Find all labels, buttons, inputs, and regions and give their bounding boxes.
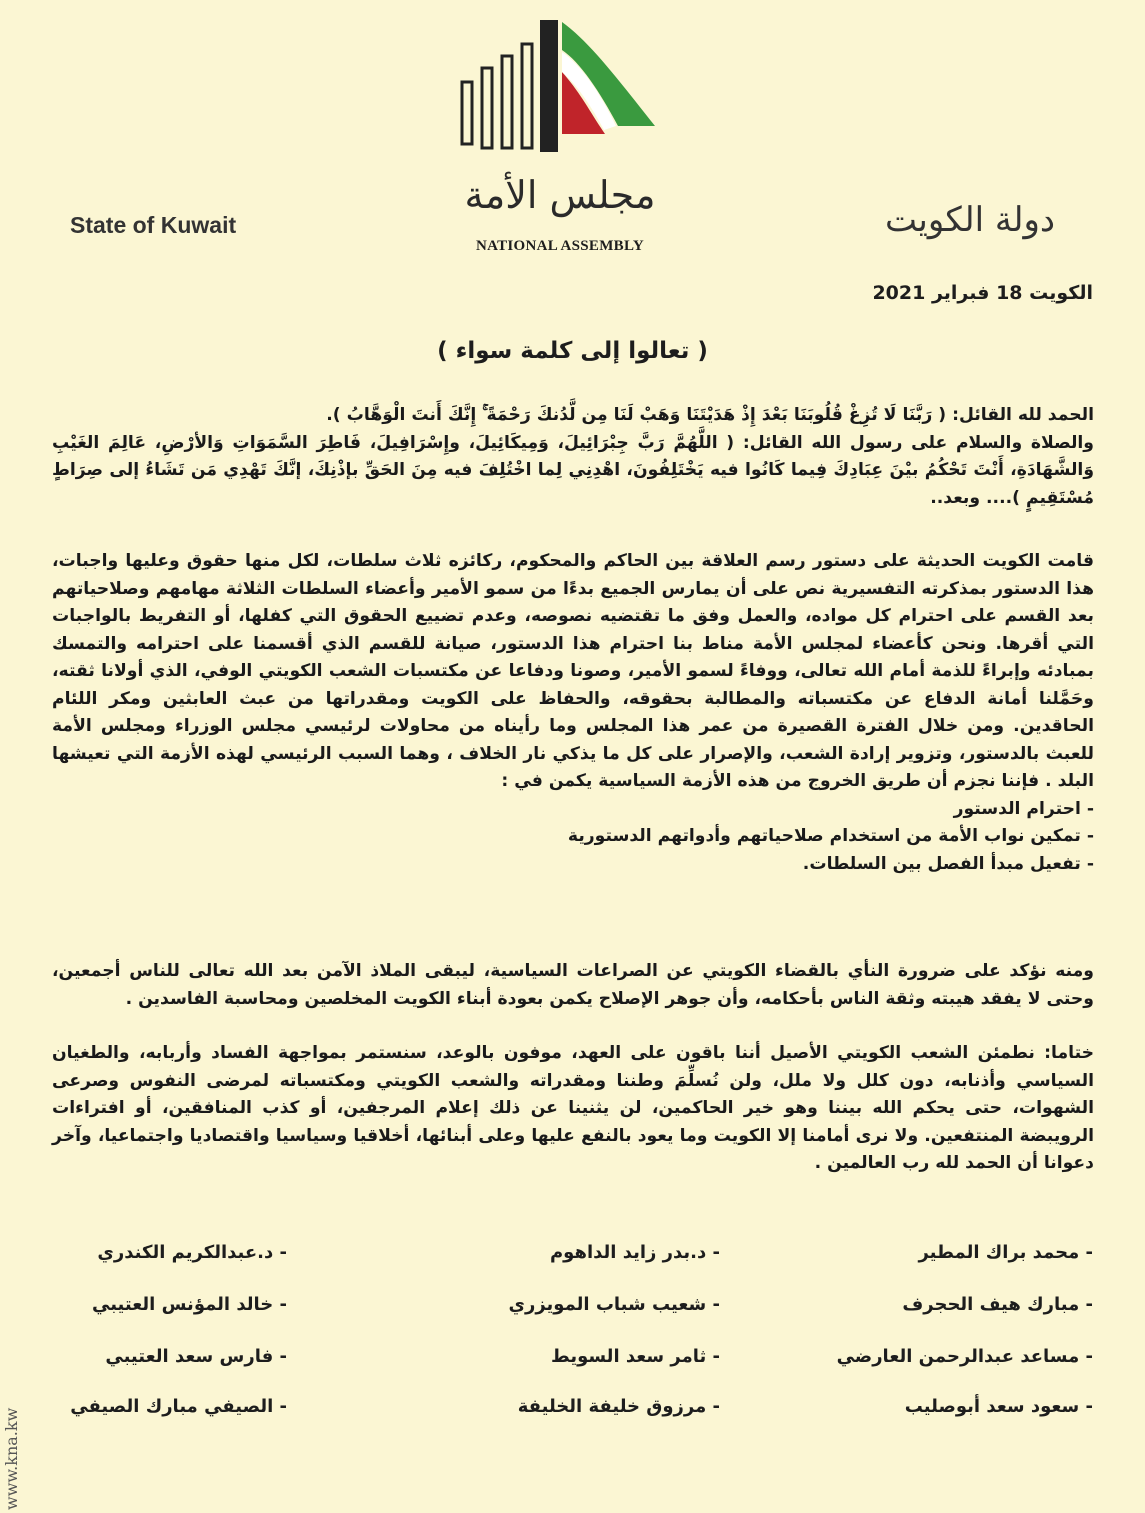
list-item: - تفعيل مبدأ الفصل بين السلطات.: [802, 853, 1094, 874]
signatory: - محمد براك المطير: [918, 1242, 1093, 1263]
body-paragraph-3: [52, 1040, 1094, 1178]
signatory: - مرزوق خليفة الخليفة: [517, 1396, 720, 1417]
signatory: - خالد المؤنس العتيبي: [92, 1294, 287, 1315]
signatory: - مبارك هيف الحجرف: [902, 1294, 1093, 1315]
signatory: - سعود سعد أبوصليب: [904, 1396, 1093, 1417]
demands-list: [52, 796, 1094, 879]
letter-title: ( تعالوا إلى كلمة سواء ): [437, 338, 708, 364]
signatory: - الصيفي مبارك الصيفي: [70, 1396, 287, 1417]
state-name-arabic: دولة الكويت: [885, 200, 1055, 240]
letter-date: الكويت 18 فبراير 2021: [872, 282, 1093, 304]
signatory: - د.عبدالكريم الكندري: [97, 1242, 287, 1263]
signatory: - شعيب شباب المويزري: [508, 1294, 720, 1315]
signatory: - د.بدر زايد الداهوم: [549, 1242, 720, 1263]
source-watermark: www.kna.kw: [2, 1407, 21, 1510]
paragraph-text: ومنه نؤكد على ضرورة النأي بالقضاء الكويتي عن الصراعات السياسية، ليبقى الملاذ الآمن بعد الله تعالى للناس أجمعين، وحتى لا يفقد هيبته وثقة الناس بأحكامه، وأن جوهر الإصلاح يكمن بعودة أبناء الكويت المخلصين ومحاسبة الفاسدين .: [52, 961, 1094, 1009]
intro-line-1: الحمد لله القائل: ( رَبَّنَا لَا تُزِغْ قُلُوبَنَا بَعْدَ إِذْ هَدَيْتَنَا وَهَبْ لَنَا مِن لَّدُنكَ رَحْمَةً ۚ إِنَّكَ أَنتَ الْوَهَّابُ ).: [326, 405, 1094, 425]
national-assembly-logo: [440, 12, 680, 182]
body-paragraph-2: [52, 958, 1094, 1013]
list-item: - احترام الدستور: [953, 798, 1094, 819]
state-name-english: State of Kuwait: [70, 212, 237, 238]
assembly-emblem-icon: [440, 12, 680, 182]
intro-section: [52, 402, 1094, 512]
signatory: - ثامر سعد السويط: [551, 1346, 720, 1367]
intro-line-2: والصلاة والسلام على رسول الله القائل: ( اللَّهُمَّ رَبَّ جِبْرَائِيلَ، وَمِيكَائِيلَ، وإِسْرَافِيلَ، فَاطِرَ السَّمَوَاتِ وَالأرْضِ، عَالِمَ الغَيْبِ وَالشَّهَادَةِ، أَنْتَ تَحْكُمُ بيْنَ عِبَادِكَ فِيما كَانُوا فيه يَخْتَلِفُونَ، اهْدِنِي لِما اخْتُلِفَ فيه مِنَ الحَقِّ بإذْنِكَ، إنَّكَ تَهْدِي مَن تَشَاءُ إلى صِرَاطٍ مُسْتَقِيمٍ ).... وبعد..: [52, 432, 1094, 508]
body-paragraph-1: [52, 548, 1094, 878]
assembly-name-arabic: مجلس الأمة: [464, 173, 656, 217]
paragraph-text: ختاما: نطمئن الشعب الكويتي الأصيل أننا باقون على العهد، موفون بالوعد، سنستمر بمواجهة الفساد وأربابه، والطغيان السياسي وأذنابه، دون كلل ولا ملل، ولن نُسلِّمَ وطننا ومقدراته والشعب الكويتي ومكتسباته لمرضى النفوس وصرعى الشهوات، حتى يحكم الله بيننا وهو خير الحاكمين، لن يثنينا عن ذلك إعلام المرجفين، أو كذب المنافقين، أو افتراءات الرويبضة المنتفعين. ولا نرى أمامنا إلا الكويت وما يعود بالنفع عليها وعلى أبنائها، أخلاقيا وسياسيا واقتصاديا واجتماعيا، وآخر دعوانا أن الحمد لله رب العالمين .: [52, 1043, 1094, 1173]
signatory: - فارس سعد العتيبي: [105, 1346, 287, 1367]
signatory: - مساعد عبدالرحمن العارضي: [836, 1346, 1093, 1367]
paragraph-text: قامت الكويت الحديثة على دستور رسم العلاقة بين الحاكم والمحكوم، ركائزه ثلاث سلطات، لكل منها حقوق وعليها واجبات، هذا الدستور بمذكرته التفسيرية نص على أن يمارس الجميع بدءًا من سمو الأمير وأعضاء السلطات الثلاثة مهامهم وصلاحياتهم بعد القسم على احترام كل مواده، والعمل وفق ما تقتضيه نصوصه، وعدم تضييع الحقوق التي كفلها، أو التفريط بالواجبات التي أقرها. ونحن كأعضاء لمجلس الأمة مناط بنا احترام هذا الدستور، صيانة للقسم الذي أقسمنا على احترامه والتمسك بمبادئه وإبراءً للذمة أمام الله تعالى، ووفاءً لسمو الأمير، وصونا ودفاعا عن مكتسبات الشعب الكويتي الوفي، الذي أولانا ثقته، وحَمَّلنا أمانة الدفاع عن مكتسباته والمطالبة بحقوقه، والحفاظ على الكويت ومقدراتها من عبث العابثين ومكر اللئام الحاقدين. ومن خلال الفترة القصيرة من عمر هذا المجلس وما رأيناه من محاولات لرئيسي مجلس الوزراء ومجلس الأمة للعبث بالدستور، وتزوير إرادة الشعب، والإصرار على كل ما يذكي نار الخلاف ، وهما السبب الرئيسي لهذه الأزمة التي تعيشها البلد . فإننا نجزم أن طريق الخروج من هذه الأزمة السياسية يكمن في :: [52, 551, 1094, 791]
assembly-name-english: NATIONAL ASSEMBLY: [475, 238, 645, 254]
list-item: - تمكين نواب الأمة من استخدام صلاحياتهم وأدواتهم الدستورية: [567, 826, 1094, 846]
